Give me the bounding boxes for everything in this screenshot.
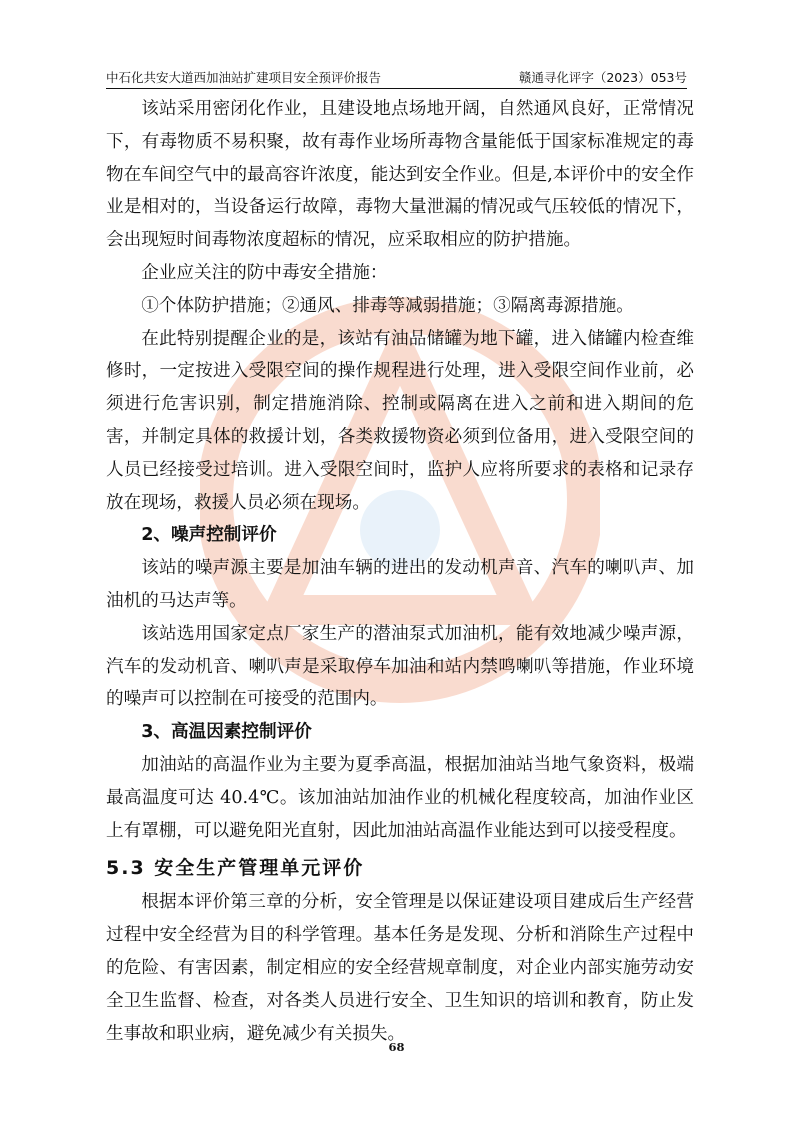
paragraph: 加油站的高温作业为主要为夏季高温，根据加油站当地气象资料，极端最高温度可达 40.4℃。该加油站加油作业的机械化程度较高，加油作业区上有罩棚，可以避免阳光直射，因此加油站高温作业能达到可以接受程度。: [106, 754, 694, 841]
paragraph: 该站的噪声源主要是加油车辆的进出的发动机声音、汽车的喇叭声、加油机的马达声等。: [106, 558, 694, 611]
chapter-heading: 5.3 安全生产管理单元评价: [106, 857, 365, 880]
paragraph: 在此特别提醒企业的是，该站有油品储罐为地下罐，进入储罐内检查维修时，一定按进入受限空间的操作规程进行处理，进入受限空间作业前，必须进行危害识别，制定措施消除、控制或隔离在进入之前和进入期间的危害，并制定具体的救援计划，各类救援物资必须到位备用，进入受限空间的人员已经接受过培训。进入受限空间时，监护人应将所要求的表格和记录存放在现场，救援人员必须在现场。: [106, 328, 694, 513]
paragraph: ①个体防护措施；②通风、排毒等减弱措施；③隔离毒源措施。: [141, 295, 634, 316]
section-heading: 3、高温因素控制评价: [141, 722, 312, 743]
paragraph: 该站采用密闭化作业，且建设地点场地开阔，自然通风良好，正常情况下，有毒物质不易积聚，故有毒作业场所毒物含量能低于国家标准规定的毒物在车间空气中的最高容许浓度，能达到安全作业。但是,本评价中的安全作业是相对的，当设备运行故障，毒物大量泄漏的情况或气压较低的情况下，会出现短时间毒物浓度超标的情况，应采取相应的防护措施。: [106, 99, 694, 251]
section-heading: 2、噪声控制评价: [141, 525, 277, 546]
paragraph: 企业应关注的防中毒安全措施：: [141, 262, 388, 283]
page-number: 68: [388, 1040, 405, 1054]
paragraph: 根据本评价第三章的分析，安全管理是以保证建设项目建成后生产经营过程中安全经营为目的科学管理。基本任务是发现、分析和消除生产过程中的危险、有害因素，制定相应的安全经营规章制度，对企业内部实施劳动安全卫生监督、检查，对各类人员进行安全、卫生知识的培训和教育，防止发生事故和职业病，避免减少有关损失。: [106, 892, 694, 1044]
header-title: 中石化共安大道西加油站扩建项目安全预评价报告: [106, 70, 382, 85]
header-doc-number: 赣通寻化评字（2023）053号: [518, 70, 687, 85]
page-header: [106, 68, 687, 89]
paragraph: 该站选用国家定点厂家生产的潜油泵式加油机，能有效地减少噪声源，汽车的发动机音、喇叭声是采取停车加油和站内禁鸣喇叭等措施，作业环境的噪声可以控制在可接受的范围内。: [106, 623, 694, 710]
document-body: [106, 93, 694, 1050]
